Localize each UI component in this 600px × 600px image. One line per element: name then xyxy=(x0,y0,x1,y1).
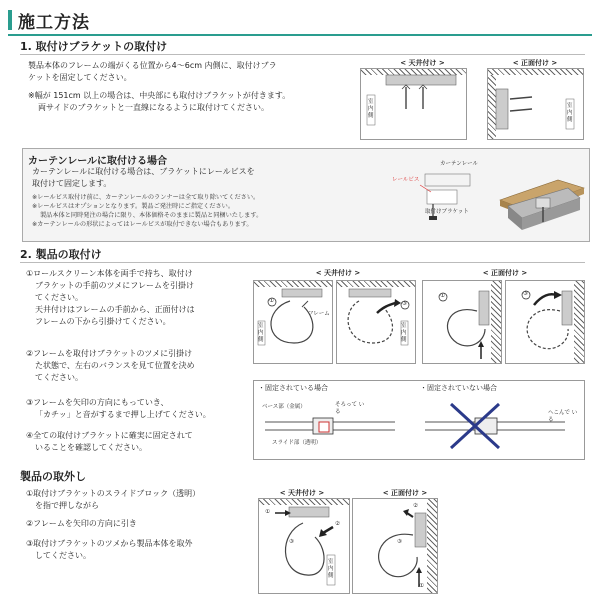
step-line: ②フレームを取付けブラケットのツメに引掛け xyxy=(26,349,193,358)
fig1-front-label: < 正面付け > xyxy=(512,59,558,67)
s1-line: ケットを固定してください。 xyxy=(28,73,132,82)
step-num-1: ① xyxy=(440,293,445,299)
label-slide-clear: スライド部（透明） xyxy=(272,440,322,446)
room-side-tag: 室内側 xyxy=(328,559,334,579)
fig3-ceiling-label: < 天井付け > xyxy=(279,489,325,497)
fig3-ceiling-illustration xyxy=(258,498,350,594)
fig3-front-label: < 正面付け > xyxy=(382,489,428,497)
section-3-heading: 製品の取外し xyxy=(20,470,86,483)
page-header xyxy=(8,8,592,36)
section-2-heading: 2. 製品の取付け xyxy=(20,248,102,261)
section-1-rule xyxy=(20,54,585,55)
step-num-3: ③ xyxy=(402,301,407,307)
rail-note: ※レールビスはオプションとなります。製品ご発注時にご指定ください。 xyxy=(32,203,235,210)
fig3-front-illustration xyxy=(352,498,438,594)
step-num-3: ③ xyxy=(397,539,402,545)
title-accent-bar xyxy=(8,10,12,30)
room-side-tag: 室内側 xyxy=(401,323,407,343)
step-line: 天井付けはフレームの手前から、正面付けは xyxy=(35,305,195,314)
step-line: ブラケットの手前のツメにフレームを引掛け xyxy=(35,281,194,290)
step-line: いることを確認してください。 xyxy=(35,443,147,452)
section-2-rule xyxy=(20,262,585,263)
not-fixed-label: ・固定されていない場合 xyxy=(420,384,497,392)
step-4-text xyxy=(26,430,258,454)
curtain-rail-notes xyxy=(32,193,402,229)
step-num-3: ③ xyxy=(289,539,294,545)
label-bent: へこんで いる xyxy=(548,410,578,423)
label-rail-screw: レールビス xyxy=(392,177,420,183)
step-line: フレームの下から引掛けてください。 xyxy=(35,317,171,326)
rail-line: カーテンレールに取付ける場合は、ブラケットにレールビスを xyxy=(32,167,255,176)
step-line: てください。 xyxy=(35,293,83,302)
step-line: てください。 xyxy=(35,373,83,382)
step-num-1: ① xyxy=(269,298,274,304)
room-side-tag: 室内側 xyxy=(567,103,573,123)
step-num-1: ① xyxy=(419,583,424,589)
step-line: た状態で、左右のバランスを見て位置を決め xyxy=(35,361,195,370)
step-2-text xyxy=(26,348,258,384)
removal-ceiling-drawing xyxy=(259,499,349,593)
s1-note: ※幅が 151cm 以上の場合は、中央部にも取付けブラケットが付きます。 xyxy=(28,91,291,100)
label-aligned: そろって いる xyxy=(335,402,365,415)
roll-hook-drawing xyxy=(254,281,332,363)
removal-step-2: ②フレームを矢印の方向に引き xyxy=(26,519,137,528)
s1-line: 製品本体のフレームの端がくる位置から4～6cm 内側に、取付けブラ xyxy=(28,61,277,70)
fig2-ceiling-step1 xyxy=(253,280,333,364)
fig2-front-step3 xyxy=(505,280,585,364)
section-1-text xyxy=(28,60,358,114)
step-1-text xyxy=(26,268,258,328)
step-3-text xyxy=(26,397,258,421)
step-num-2: ② xyxy=(413,503,418,509)
roll-push-up-drawing xyxy=(337,281,415,363)
rail-screw-diagram xyxy=(395,160,485,230)
step-line: ①取付けブラケットのスライドブロック（透明） xyxy=(26,489,201,498)
step-line: ④全ての取付けブラケットに確実に固定されて xyxy=(26,431,193,440)
front-hook-drawing xyxy=(423,281,501,363)
step-line: ③取付けブラケットのツメから製品本体を取外 xyxy=(26,539,193,548)
fig1-ceiling-illustration xyxy=(360,68,467,140)
step-line: してください。 xyxy=(35,551,91,560)
rail-note: 製品本体と同時発注の場合に限り、本体価格そのままに製品と同梱いたします。 xyxy=(40,212,263,219)
section-1-heading: 1. 取付けブラケットの取付け xyxy=(20,40,168,53)
rail-note: ※レールビス取付け前に、カーテンレールのランナーは全て取り除いてください。 xyxy=(32,194,260,201)
step-num-1: ① xyxy=(265,509,270,515)
fig1-ceiling-label: < 天井付け > xyxy=(400,59,445,67)
s1-note: 両サイドのブラケットと一直線になるように取付けてください。 xyxy=(38,103,270,112)
step-line: 「カチッ」と音がするまで押し上げてください。 xyxy=(35,410,211,419)
fig1-front-illustration xyxy=(487,68,584,140)
page-title: 施工方法 xyxy=(18,13,90,33)
rail-line: 取付けて固定します。 xyxy=(32,179,112,188)
ceiling-bracket-drawing xyxy=(361,69,466,139)
step-num-2: ② xyxy=(335,521,340,527)
rail-photo xyxy=(488,152,586,236)
step-line: ①ロールスクリーン本体を両手で持ち、取付け xyxy=(26,269,193,278)
step-line: を指で押しながら xyxy=(35,501,99,510)
fig2-front-label: < 正面付け > xyxy=(482,269,528,277)
step-num-3: ③ xyxy=(523,291,528,297)
label-base-metal: ベース部（金属） xyxy=(262,404,306,410)
removal-step-3 xyxy=(26,538,258,562)
curtain-rail-text xyxy=(32,166,392,190)
fig2-front-step1 xyxy=(422,280,502,364)
fig2-ceiling-step3 xyxy=(336,280,416,364)
room-side-tag: 室内側 xyxy=(258,323,264,343)
fig2-ceiling-label: < 天井付け > xyxy=(315,269,361,277)
removal-step-1 xyxy=(26,488,258,512)
curtain-rail-heading: カーテンレールに取付ける場合 xyxy=(28,156,168,167)
front-push-drawing xyxy=(506,281,584,363)
removal-front-drawing xyxy=(353,499,437,593)
room-side-tag: 室内側 xyxy=(368,99,374,119)
label-frame: フレーム xyxy=(308,311,330,317)
fixed-label: ・固定されている場合 xyxy=(258,384,328,392)
label-curtain-rail: カーテンレール xyxy=(440,161,478,167)
step-line: ③フレームを矢印の方向にもっていき、 xyxy=(26,398,169,407)
rail-note: ※カーテンレールの形状によってはレールビスが取付できない場合もあります。 xyxy=(32,221,253,228)
label-bracket: 取付けブラケット xyxy=(425,209,469,215)
